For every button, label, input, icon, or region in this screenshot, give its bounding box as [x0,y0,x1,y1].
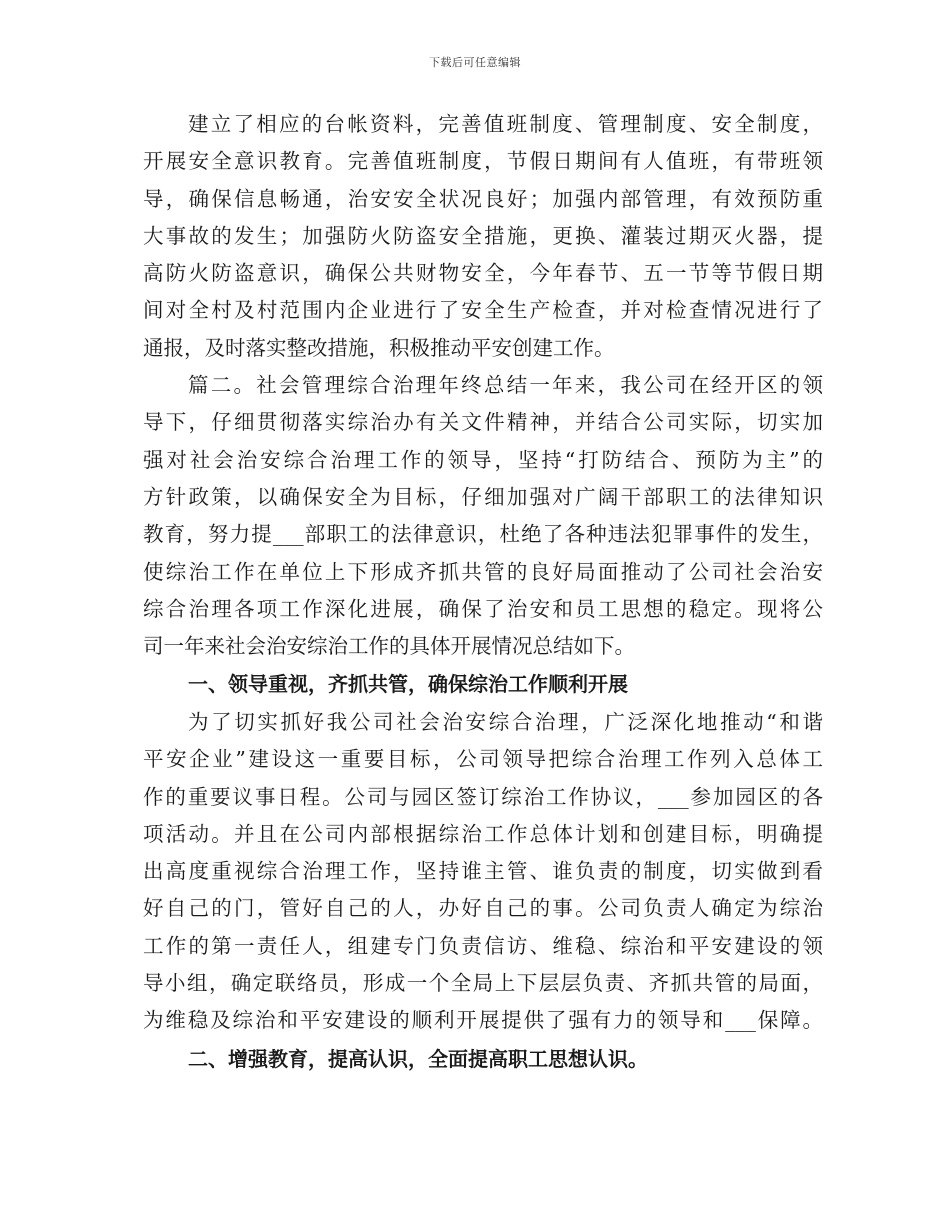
page-header: 下载后可任意编辑 [429,56,521,69]
text-line: 工作的第一责任人，组建专门负责信访、维稳、综治和平安建设的领 [143,933,823,958]
text-line: 使综治工作在单位上下形成齐抓共管的良好局面推动了公司社会治安 [143,559,823,584]
text-line: 间对全村及村范围内企业进行了安全生产检查，并对检查情况进行了 [143,298,823,323]
document-body [143,106,823,1078]
text-line: 教育，努力提___部职工的法律意识，杜绝了各种违法犯罪事件的发生， [143,522,823,547]
section-heading: 一、领导重视，齐抓共管，确保综治工作顺利开展 [188,672,628,697]
text-line: 作的重要议事日程。公司与园区签订综治工作协议，___参加园区的各 [143,784,823,809]
text-line: 司一年来社会治安综治工作的具体开展情况总结如下。 [143,634,635,659]
text-line: 导小组，确定联络员，形成一个全局上下层层负责、齐抓共管的局面， [143,971,823,996]
text-line: 导下，仔细贯彻落实综治办有关文件精神，并结合公司实际，切实加 [143,410,823,435]
section-heading: 二、增强教育，提高认识，全面提高职工思想认识。 [188,1046,648,1071]
text-line: 项活动。并且在公司内部根据综治工作总体计划和创建目标，明确提 [143,821,823,846]
text-line: 平安企业”建设这一重要目标，公司领导把综合治理工作列入总体工 [143,747,823,772]
text-line: 方针政策，以确保安全为目标，仔细加强对广阔干部职工的法律知识 [143,484,823,509]
text-line: 为维稳及综治和平安建设的顺利开展提供了强有力的领导和___保障。 [143,1008,823,1033]
text-line: 强对社会治安综合治理工作的领导，坚持“打防结合、预防为主”的 [143,447,823,472]
text-line: 好自己的门，管好自己的人，办好自己的事。公司负责人确定为综治 [143,896,823,921]
text-line: 大事故的发生；加强防火防盗安全措施，更换、灌装过期灭火器，提 [143,223,823,248]
text-line: 导，确保信息畅通，治安安全状况良好；加强内部管理，有效预防重 [143,186,823,211]
text-line: 通报，及时落实整改措施，积极推动平安创建工作。 [143,335,615,360]
text-line: 篇二。社会管理综合治理年终总结一年来，我公司在经开区的领 [188,373,823,398]
text-line: 开展安全意识教育。完善值班制度，节假日期间有人值班，有带班领 [143,149,823,174]
text-line: 建立了相应的台帐资料，完善值班制度、管理制度、安全制度， [188,112,823,136]
text-line: 综合治理各项工作深化进展，确保了治安和员工思想的稳定。现将公 [143,596,823,621]
text-line: 出高度重视综合治理工作，坚持谁主管、谁负责的制度，切实做到看 [143,859,823,884]
text-line: 为了切实抓好我公司社会治安综合治理，广泛深化地推动“和谐 [188,709,823,734]
text-line: 高防火防盗意识，确保公共财物安全，今年春节、五一节等节假日期 [143,261,823,286]
